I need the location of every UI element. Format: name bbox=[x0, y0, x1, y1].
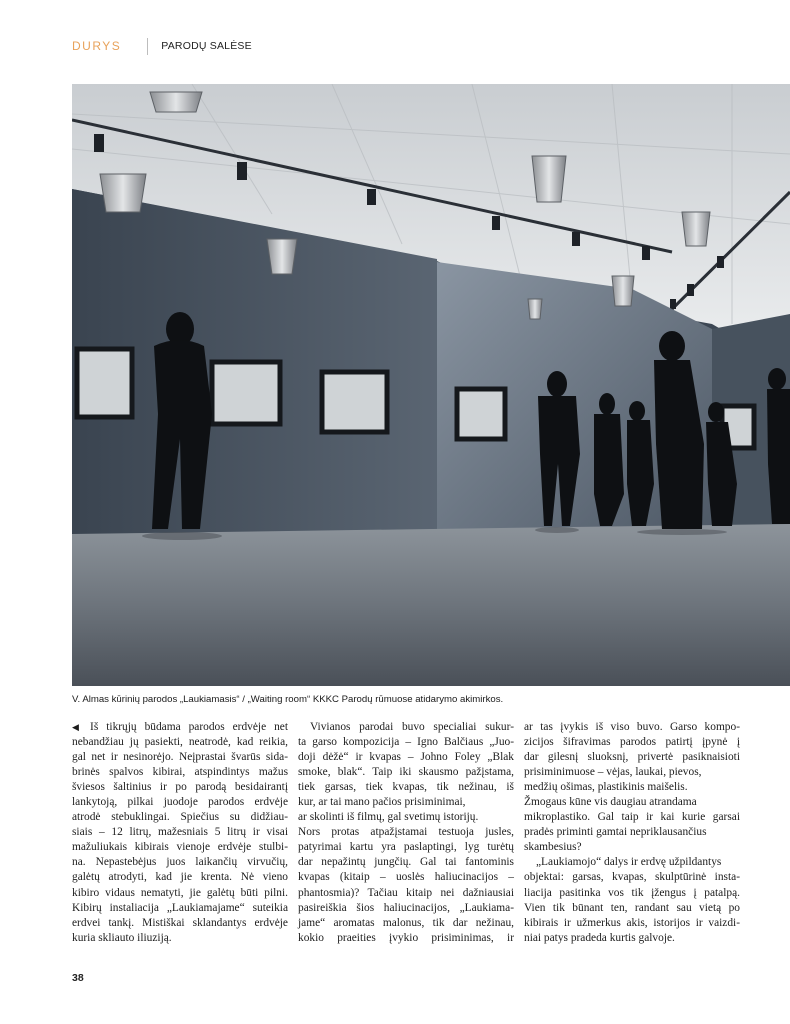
text-line: kibiro vidaus nematyti, jie galėtų būti pilni. bbox=[72, 886, 288, 899]
text-line: kibirais ir užmerkus akis, istorijos ir vaizdi- bbox=[524, 916, 740, 929]
running-header bbox=[72, 36, 252, 56]
text-line: kokio praeities įvykio prisiminimas, ir bbox=[298, 931, 514, 944]
text-line: lankytoją, pilkai juodoje parodos erdvėje bbox=[72, 796, 288, 809]
text-line: atrodė stebuklingai. Spiečius su didžiau- bbox=[72, 811, 288, 824]
text-line: Kibirų instaliacija „Laukiamajame“ suteikia bbox=[72, 901, 288, 914]
text-line: medžių ošimas, plastikinis maišelis. bbox=[524, 781, 688, 794]
back-arrow-icon: ◀ bbox=[72, 722, 85, 732]
text-line: doji dėžė“ ir kvapas – Johno Foley „Blak bbox=[298, 751, 514, 764]
text-line: Žmogaus kūne vis daugiau atrandama bbox=[524, 796, 697, 809]
text-line: nebandžiau jų pasiekti, neatrodė, kad reikia, bbox=[72, 736, 288, 749]
text-line: kur, ar tai mano pačios prisiminimai, bbox=[298, 796, 466, 809]
text-line: prisiminimuose – vėjas, laukai, pievos, bbox=[524, 766, 702, 779]
text-line: smoke, blak“. Taip iki skausmo pažįstama, bbox=[298, 766, 514, 779]
header-divider bbox=[147, 38, 148, 55]
text-line: pradės priminti gamtai nepriklausančius bbox=[524, 826, 707, 839]
text-line: pasireiškia šios haliucinacijos, „Laukiama- bbox=[298, 901, 514, 914]
text-line: siais – 12 litrų, mažesniais 5 litrų ir visai bbox=[72, 826, 288, 839]
subsection-label: PARODŲ SALĖSE bbox=[161, 40, 252, 52]
text-line: na. Nepastebėjus juos laikančių virvučių, bbox=[72, 856, 288, 869]
text-line: dar nepažintų jungčių. Gal tai fantominis bbox=[298, 856, 514, 869]
text-line: Vien tik būnant ten, randant sau vietą po bbox=[524, 901, 740, 914]
text-line: tiek garsas, tiek kvapas, tik nežinau, iš bbox=[298, 781, 514, 794]
text-line: brinės spalvos kibirai, atspindintys mažus bbox=[72, 766, 288, 779]
text-line: ar skolinti iš filmų, gal svetimų istorijų. bbox=[298, 811, 479, 824]
text-line: galėtų atrodyti, kad jie krenta. Nė vieno bbox=[72, 871, 288, 884]
gallery-illustration bbox=[72, 84, 790, 686]
page-number: 38 bbox=[72, 972, 84, 984]
text-line: erdvei tankį. Mistiškai sklandantys erdvėje bbox=[72, 916, 288, 929]
text-column-3 bbox=[524, 720, 740, 946]
text-line: kuria skliauto iliuziją. bbox=[72, 931, 172, 944]
text-line: mažuliukais kibirais vienoje erdvėje stulbi- bbox=[72, 841, 288, 854]
text-line: jame“ aromatas malonus, tik dar nežinau, bbox=[298, 916, 514, 929]
text-line: šviesos šaltinius ir po parodą besidairantį bbox=[72, 781, 288, 794]
text-line: phantosmia)? Tačiau kitaip nei dažniausiai bbox=[298, 886, 514, 899]
text-line: gal net ir nesinorėjo. Neįprastai švarūs sida- bbox=[72, 751, 288, 764]
section-label: DURYS bbox=[72, 39, 122, 53]
text-line: skambesius? bbox=[524, 841, 582, 854]
text-line: ◀ Iš tikrųjų būdama parodos erdvėje net bbox=[72, 721, 289, 733]
text-line: patyrimai kartu yra paslaptingi, lyg turėtų bbox=[298, 841, 514, 854]
text-line: zicijos šifravimas parodos patirtį įpynė į bbox=[524, 736, 740, 749]
text-line: kvapas (kitaip – uoslės haliucinacijos – bbox=[298, 871, 514, 884]
text-line: ar tas įvykis iš viso buvo. Garso kompo- bbox=[524, 721, 740, 733]
text-line: Nors protas atpažįstamai testuoja jusles, bbox=[298, 826, 514, 839]
text-line: liacija pasitinka vos tik įžengus į patalpą. bbox=[524, 886, 740, 899]
text-line: mikroplastiko. Gal taip ir kai kurie garsai bbox=[524, 811, 740, 824]
text-line: „Laukiamojo“ dalys ir erdvę užpildantys bbox=[536, 856, 722, 869]
text-line: dar gilesnį sluoksnį, privertė pasiknaisioti bbox=[524, 751, 740, 764]
text-line: niai patys pradeda kurtis galvoje. bbox=[524, 931, 675, 944]
gallery-photo bbox=[72, 84, 790, 686]
text-column-2 bbox=[298, 720, 514, 946]
text-line: ta garso kompozicija – Igno Balčiaus „Juo- bbox=[298, 736, 514, 749]
text-line: objektai: garsas, kvapas, skulptūrinė insta- bbox=[524, 871, 740, 884]
photo-caption: V. Almas kūrinių parodos „Laukiamasis“ / „Waiting room“ KKKC Parodų rūmuose atidarymo akimirkos. bbox=[72, 694, 504, 705]
text-line: Vivianos parodai buvo specialiai sukur- bbox=[310, 721, 514, 733]
text-column-1 bbox=[72, 720, 288, 946]
